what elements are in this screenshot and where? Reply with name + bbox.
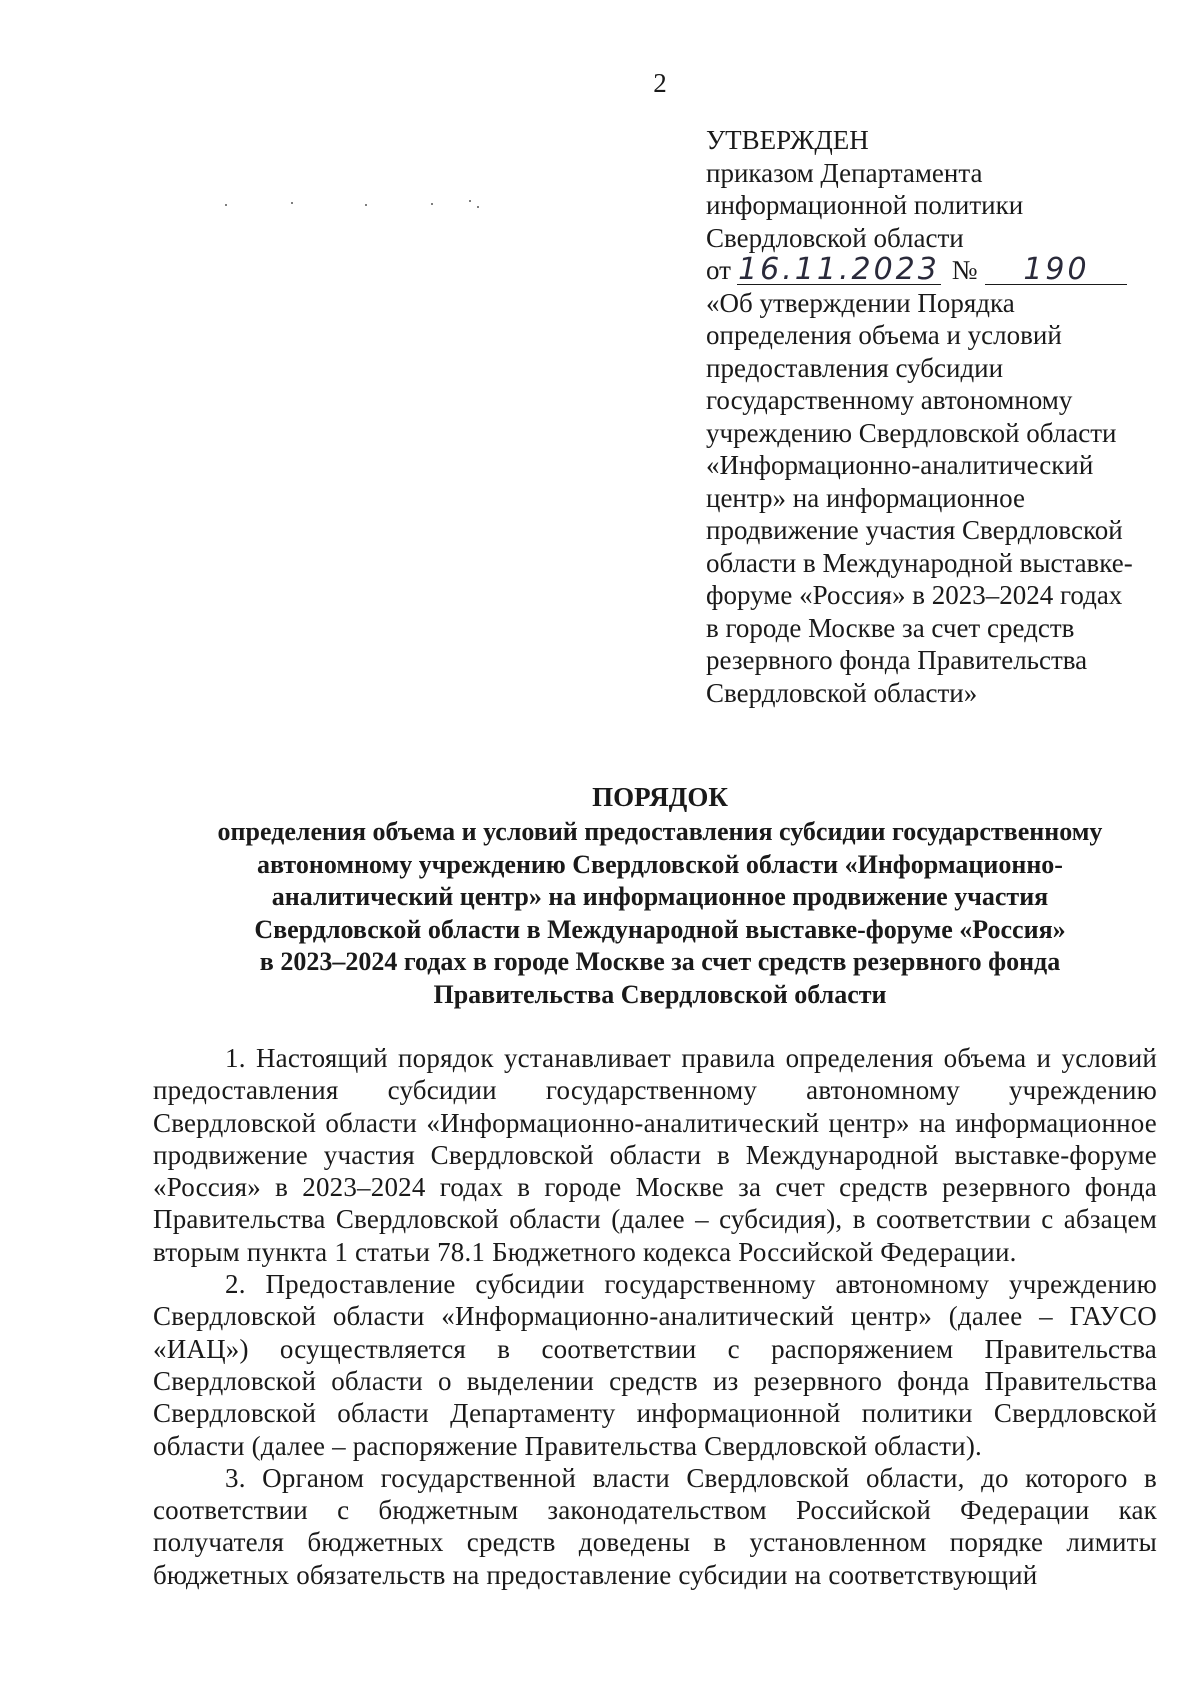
paragraph-2: 2. Предоставление субсидии государственному автономному учреждению Свердловской области «Информационно-аналитический центр» (далее – ГАУСО «ИАЦ») осуществляется в соответствии с распоряжением Правительства Свердловской области о выделении средств из резервного фонда Правительства Свердловской области Департаменту информационной политики Свердловской области (далее – распоряжение Правительства Свердловской области). — [153, 1269, 1157, 1461]
approval-title-line: Свердловской области» — [706, 677, 978, 708]
document-subtitle-line: в 2023–2024 годах в городе Москве за счет средств резервного фонда — [259, 947, 1061, 976]
document-body — [153, 1042, 1157, 1591]
approval-line: информационной политики — [706, 190, 1024, 220]
approval-heading: УТВЕРЖДЕН — [706, 125, 869, 155]
approval-title-line: центр» на информационное — [706, 482, 1025, 513]
approval-line: Свердловской области — [706, 222, 964, 253]
approval-title-line: в городе Москве за счет средств — [706, 612, 1075, 643]
approval-title-line: «Информационно-аналитический — [706, 450, 1094, 480]
document-subtitle-line: Свердловской области в Международной выставке-форуме «Россия» — [254, 914, 1066, 944]
handwritten-date: 16.11.2023 — [738, 252, 940, 287]
document-subtitle-line: аналитический центр» на информационное продвижение участия — [271, 882, 1049, 911]
document-title-block — [120, 780, 1200, 1011]
number-field — [985, 252, 1127, 287]
approval-title-line: резервного фонда Правительства — [706, 645, 1088, 675]
date-field — [737, 252, 941, 287]
approval-title-line: «Об утверждении Порядка — [706, 287, 1015, 318]
document-subtitle-line: Правительства Свердловской области — [433, 979, 887, 1009]
number-prefix: № — [951, 255, 978, 285]
approval-title-line: определения объема и условий — [706, 320, 1062, 350]
approval-title-line: продвижение участия Свердловской — [706, 515, 1123, 545]
approval-title-line: предоставления субсидии — [706, 352, 1004, 383]
approval-stamp — [706, 124, 1166, 709]
paragraph-1: 1. Настоящий порядок устанавливает правила определения объема и условий предоставления субсидии государственному автономному учреждению Свердловской области «Информационно-аналитический центр» на информационное продвижение участия Свердловской области в Международной выставке-форуме «Россия» в 2023–2024 годах в городе Москве за счет средств резервного фонда Правительства Свердловской области (далее – субсидия), в соответствии с абзацем вторым пункта 1 статьи 78.1 Бюджетного кодекса Российской Федерации. — [153, 1043, 1157, 1267]
approval-title-line: государственному автономному — [706, 385, 1073, 415]
approval-title-line: области в Международной выставке- — [706, 547, 1133, 578]
approval-title-line: учреждению Свердловской области — [706, 417, 1117, 448]
approval-title-line: форуме «Россия» в 2023–2024 годах — [706, 580, 1123, 610]
document-subtitle-line: автономному учреждению Свердловской области «Информационно- — [257, 849, 1063, 879]
approval-date-line — [706, 254, 1166, 287]
handwritten-number: 190 — [1023, 252, 1090, 287]
scan-specks — [225, 200, 485, 212]
document-subtitle-line: определения объема и условий предоставления субсидии государственному — [217, 817, 1103, 846]
paragraph-3: 3. Органом государственной власти Свердловской области, до которого в соответствии с бюджетным законодательством Российской Федерации как получателя бюджетных средств доведены в установленном порядке лимиты бюджетных обязательств на предоставление субсидии на соответствующий — [153, 1462, 1157, 1590]
approval-line: приказом Департамента — [706, 157, 983, 188]
page-number: 2 — [653, 68, 667, 98]
document-title: ПОРЯДОК — [592, 782, 728, 812]
date-prefix: от — [706, 255, 731, 285]
